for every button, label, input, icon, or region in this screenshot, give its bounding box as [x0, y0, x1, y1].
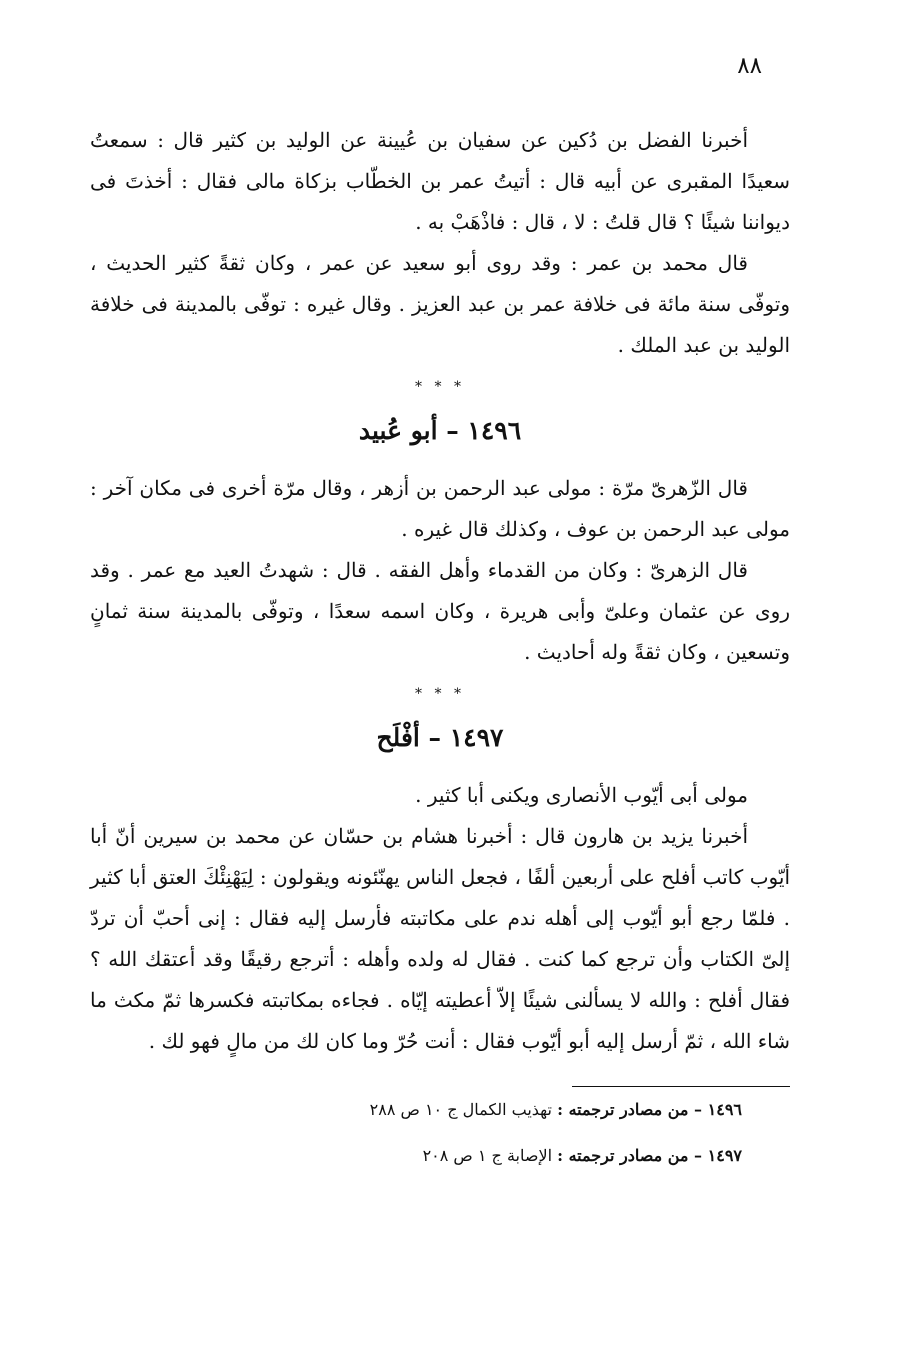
page-number: ٨٨	[737, 53, 762, 79]
footnote-text: تهذيب الكمال ج ١٠ ص ٢٨٨	[369, 1100, 553, 1119]
footnote-1497	[90, 1133, 790, 1179]
footnote-label: ١٤٩٦ – من مصادر ترجمته :	[557, 1100, 742, 1119]
footnote-label: ١٤٩٧ – من مصادر ترجمته :	[557, 1146, 742, 1165]
intro-paragraph-1: أخبرنا الفضل بن دُكين عن سفيان بن عُيينة عن الوليد بن كثير قال : سمعتُ سعيدًا المقبرى عن أبيه قال : أتيتُ عمر بن الخطّاب بزكاة مالى فقال : أخذتَ فى ديواننا شيئًا ؟ قال قلتُ : لا ، قال : فاذْهَبْ به .	[90, 128, 790, 234]
entry-1497-paragraph-2: أخبرنا يزيد بن هارون قال : أخبرنا هشام بن حسّان عن محمد بن سيرين أنّ أبا أيّوب كاتب أفلح على أربعين ألفًا ، فجعل الناس يهنّئونه ويقولون : لِيَهْنِئْكَ العتق أبا كثير . فلمّا رجع أبو أيّوب إلى أهله ندم على مكاتبته فأرسل إليه فقال : إنى أحبّ أن تردّ إلىّ الكتاب وأن ترجع كما كنت . فقال له ولده وأهله : أترجع رقيقًا وقد أعتقك الله ؟ فقال أفلح : والله لا يسألنى شيئًا إلاّ أعطيته إيّاه . فجاءه بمكاتبته فكسرها ثمّ مكث ما شاء الله ، ثمّ أرسل إليه أبو أيّوب فقال : أنت حُرّ وما كان لك من مالٍ فهو لك .	[90, 824, 790, 1053]
entry-1496-paragraph-2: قال الزهرىّ : وكان من القدماء وأهل الفقه . قال : شهدتُ العيد مع عمر . وقد روى عن عثمان وعلىّ وأبى هريرة ، وكان اسمه سعدًا ، وتوفّى بالمدينة سنة ثمانٍ وتسعين ، وكان ثقةً وله أحاديث .	[90, 558, 790, 664]
book-page	[90, 48, 790, 1179]
footnote-text: الإصابة ج ١ ص ٢٠٨	[422, 1146, 553, 1165]
entry-heading-1497: ١٤٩٧ – أفْلَح	[376, 723, 504, 752]
entry-heading-1496: ١٤٩٦ – أبو عُبيد	[358, 416, 522, 445]
entry-1497-paragraph-1: مولى أبى أيّوب الأنصارى ويكنى أبا كثير .	[415, 783, 748, 807]
footnote-1496	[90, 1087, 790, 1133]
entry-1496-paragraph-1: قال الزّهرىّ مرّة : مولى عبد الرحمن بن أزهر ، وقال مرّة أخرى فى مكان آخر : مولى عبد الرحمن بن عوف ، وكذلك قال غيره .	[90, 476, 790, 541]
section-separator: * * *	[415, 686, 465, 702]
intro-paragraph-2: قال محمد بن عمر : وقد روى أبو سعيد عن عمر ، وكان ثقةً كثير الحديث ، وتوفّى سنة مائة فى خلافة عمر بن عبد العزيز . وقال غيره : توفّى بالمدينة فى خلافة الوليد بن عبد الملك .	[90, 251, 790, 357]
section-separator: * * *	[415, 379, 465, 395]
